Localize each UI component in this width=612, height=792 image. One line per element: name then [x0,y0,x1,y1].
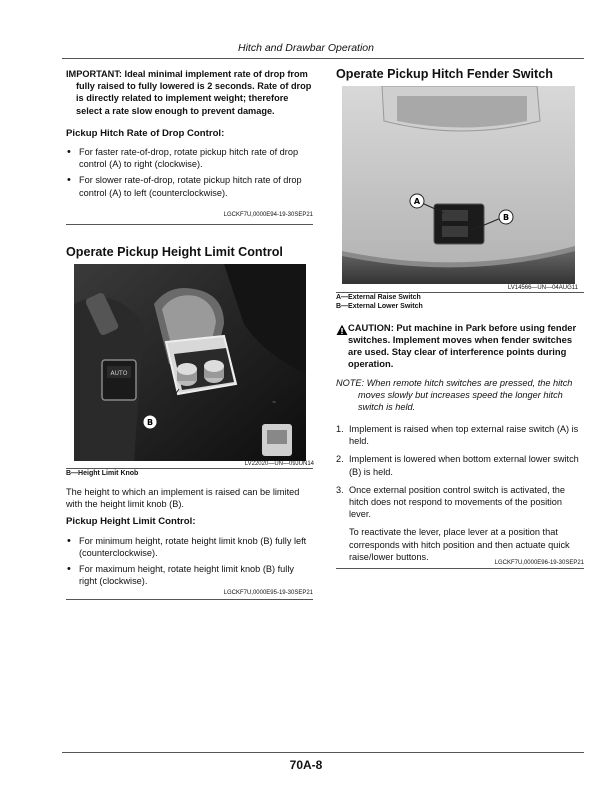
callout-b: B [146,418,154,427]
limit-list [66,535,313,588]
doc-code: LGCKF7U,0000E96-19-30SEP21 [494,560,584,566]
footer-rule [62,752,584,753]
header-rule [62,58,584,59]
step-number: 3. [336,484,344,495]
step3-extra: To reactivate the lever, place lever at a position that corresponds with hitch position and then actuate quick raise/lower buttons. [349,527,570,562]
note-block [336,377,584,414]
callout-b: B [502,213,510,222]
left-column [66,68,313,203]
auto-label: AUTO [110,370,128,377]
photo-id: LV22020—UN—09JUN14 [244,461,314,467]
photo-captions [336,293,584,311]
list-item: • For slower rate-of-drop, rotate pickup hitch rate of drop control (A) to left (counterclockwise). [66,174,313,198]
step-number: 2. [336,454,344,465]
steps-list [336,423,584,520]
doc-code: LGCKF7U,0000E95-19-30SEP21 [223,590,313,596]
step-text: Implement is lowered when bottom external lower switch (B) is held. [349,454,579,477]
photo-illustration [342,86,575,284]
important-notice: IMPORTANT: Ideal minimal implement rate of drop from fully raised to fully lowered is 2 seconds. Rate of drop is directly related to implement weight; therefore select a rate slow enough to prevent damage. [66,69,312,116]
page-number: 70A-8 [289,758,323,772]
list-item [336,484,584,521]
list-item [336,453,584,477]
list-item: • For faster rate-of-drop, rotate pickup hitch rate of drop control (A) to right (clockwise). [66,146,313,170]
height-limit-body [66,486,313,591]
rate-list [66,146,313,199]
list-item [336,423,584,447]
photo-caption: B—Height Limit Knob [66,470,139,477]
list-item: • For minimum height, rotate height limit knob (B) fully left (counterclockwise). [66,535,313,559]
limit-heading: Pickup Height Limit Control: [66,516,196,528]
fender-switch-title: Operate Pickup Hitch Fender Switch [336,67,553,81]
doc-code: LGCKF7U,0000E94-19-30SEP21 [223,212,313,218]
callout-a: A [413,197,421,206]
caution-block [336,322,584,370]
steps-block [336,423,584,563]
list-item: • For maximum height, rotate height limit knob (B) fully right (clockwise). [66,563,313,587]
caption-b: B—External Lower Switch [336,303,423,310]
warning-icon [336,324,348,336]
step-number: 1. [336,424,344,434]
step-text: Once external position control switch is activated, the hitch does not respond to movements of the position lever. [349,484,566,520]
caution-text: CAUTION: Put machine in Park before using fender switches. Implement moves when fender switches are used. Stay clear of interference points during operation. [348,322,577,369]
section-rule [336,568,584,569]
rate-heading: Pickup Hitch Rate of Drop Control: [66,127,225,139]
photo-id: LV14566—UN—04AUG11 [507,285,578,291]
body-text: The height to which an implement is raised can be limited with the height limit knob (B). [66,487,300,510]
running-header: Hitch and Drawbar Operation [238,42,374,54]
height-limit-photo [74,264,306,461]
section-rule [66,599,313,600]
note-text: NOTE: When remote hitch switches are pressed, the hitch moves slowly but increases speed the longer hitch switch is held. [336,378,573,413]
section-rule [66,224,313,225]
height-limit-title: Operate Pickup Height Limit Control [66,245,283,259]
svg-text:~: ~ [272,400,277,406]
fender-switch-photo [342,86,575,284]
caption-a: A—External Raise Switch [336,294,421,301]
step-text: Implement is raised when top external raise switch (A) is held. [349,424,579,447]
photo-illustration [74,264,306,461]
